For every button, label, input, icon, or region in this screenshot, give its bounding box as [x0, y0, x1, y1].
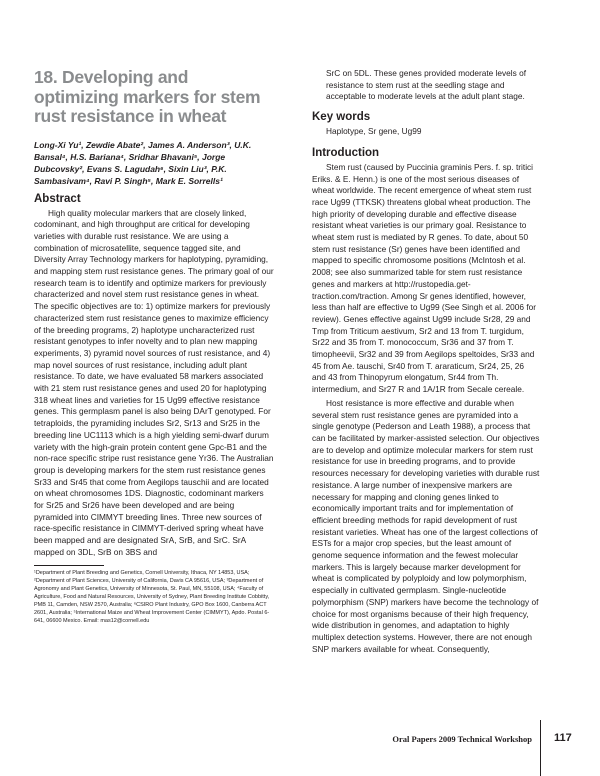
left-column — [34, 68, 274, 625]
introduction-paragraph-1: Stem rust (caused by Puccinia graminis Pers. f. sp. tritici Eriks. & E. Henn.) is one of the most serious diseases of wheat worldwide. The recent emergence of wheat stem rust race Ug99 (TTKSK) threatens global wheat production. The high priority of developing durable and effective disease resistant wheat varieties is our primary goal. Resistance to wheat stem rust is mediated by R genes. To date, about 50 stem rust resistance (Sr) genes have been identified and mapped to specific chromosome positions (McIntosh et al. 2008; see also summarized table for stem rust resistance genes and markers at http://rustopedia.get-traction.com/traction. Among Sr genes identified, however, less than half are effective to Ug99 (See Singh et al. 2006 for review). Genes effective against Ug99 include Sr28, 29 and Tmp from Triticum aestivum, Sr2 and 13 from T. turgidum, Sr22 and 35 from T. monococcum, Sr36 and 37 from T. timopheevii, Sr32 and 39 from Aegilops speltoides, Sr33 and 45 from Ae. tauschi, Sr40 from T. araraticum, Sr24, 25, 26 and 43 from Thinopyrum elongatum, Sr44 from Th. intermedium, and Sr27 R and 1A/1R from Secale cereale. — [312, 161, 537, 395]
footer-divider — [540, 720, 541, 776]
abstract-heading: Abstract — [34, 192, 81, 205]
author-list: Long-Xi Yu¹, Zewdie Abate², James A. Anderson³, U.K. Bansal⁴, H.S. Bariana⁴, Sridhar Bhavani⁵, Jorge Dubcovsky², Evans S. Lagudah⁶, Sixin Liu³, P.K. Sambasivam⁴, Ravi P. Singh⁵, Mark E. Sorrells¹ — [34, 139, 252, 186]
keywords-text: Haplotype, Sr gene, Ug99 — [326, 126, 422, 137]
affiliations: ¹Department of Plant Breeding and Genetics, Cornell University, Ithaca, NY 14853, USA; ²Department of Plant Sciences, University of California, Davis CA 95616, USA; ³Department of Agronomy and Plant Genetics, University of Minnesota, St. Paul, MN, 55108, USA; ⁴Faculty of Agriculture, Food and Natural Resources, University of Sydney, Plant Breeding Institute Cobbitty, PMB 11, Camden, NSW 2570, Australia; ⁶CSIRO Plant Industry, GPO Box 1600, Canberra ACT 2601, Australia; ⁵International Maize and Wheat Improvement Center (CIMMYT), Apdo. Postal 6-641, 06600 Mexico. Email: mas12@cornell.edu — [34, 569, 270, 625]
abstract-text: High quality molecular markers that are closely linked, codominant, and high throughput are critical for developing varieties with durable rust resistance. We are using a combination of microsatellite, sequence tagged site, and Diversity Array Technology markers for haplotyping, pyramiding, and mapping stem rust resistance genes. The primary goal of our research team is to identify and optimize markers for previously characterized and novel stem rust resistance genes in wheat. The specific objectives are to: 1) optimize markers for previously characterized stem rust resistance genes to maximize efficiency of the breeding programs, 2) haplotype uncharacterized rust resistant genotypes to infer novelty and to plan new mapping experiments, 3) pyramid novel sources of rust resistance, and 4) map novel sources of rust resistance, including adult plant resistance. To date, we have evaluated 58 markers associated with 21 stem rust resistance genes and used 20 for haplotyping 318 wheat lines and varieties for 15 Ug99 effective resistance genes. This germplasm panel is also being DArT genotyped. For tetraploids, the pyramiding includes Sr2, Sr13 and Sr25 in the breeding line UC1113 which is a high yielding semi-dwarf durum variety with the high-grain protein content gene Gpc-B1 and the non-race specific stripe rust resistance gene Yr36. The Australian group is developing markers for the stem rust resistance genes Sr33 and Sr45 that come from Aegilops tauschii and are located on wheat chromosomes 1DS. Diagnostic, codominant markers for Sr25 and Sr26 have been developed and are being pyramided into CIMMYT breeding lines. Three new sources of race-specific resistance in CIMMYT-derived spring wheat have been mapped and are designated SrA, SrB, and SrC. SrA mapped on 3DL, SrB on 3BS and — [34, 207, 274, 557]
abstract-continued: SrC on 5DL. These genes provided moderate levels of resistance to stem rust at the seedling stage and acceptable to moderate levels at the adult plant stage. — [326, 68, 527, 102]
affiliation-rule — [34, 565, 104, 566]
page-footer — [0, 720, 600, 760]
right-column — [312, 68, 540, 655]
keywords-heading: Key words — [312, 111, 371, 124]
page-number: 117 — [554, 732, 572, 744]
introduction-heading: Introduction — [312, 146, 380, 159]
footer-publication: Oral Papers 2009 Technical Workshop — [392, 734, 532, 744]
introduction-paragraph-2: Host resistance is more effective and durable when several stem rust resistance genes are pyramided into a single genotype (Pederson and Leath 1988), a process that can be facilitated by marker-assisted selection. Our objectives are to develop and optimize molecular markers for stem rust resistance for use in breeding programs, and to provide resources necessary for developing varieties with durable rust resistance. A large number of inexpensive markers are necessary for mapping and cloning genes linked to economically important traits and for implementation of efficient breeding methods for rapid development of rust resistant varieties. Wheat has one of the largest collections of ESTs for a major crop species, but the least amount of genome sequence information and the fewest molecular markers. This is largely because marker development for wheat is complicated by polyploidy and low polymorphism, especially in cultivated germplasm. Single-nucleotide polymorphism (SNP) markers have become the technology of choice for most organisms because of their high frequency, wide distribution in genomes, and adaptation to highly multiplex detection systems. However, there are not enough SNP markers available for wheat. Consequently, — [312, 397, 540, 654]
paper-title: 18. Developing and optimizing markers for stem rust resistance in wheat — [34, 67, 261, 126]
